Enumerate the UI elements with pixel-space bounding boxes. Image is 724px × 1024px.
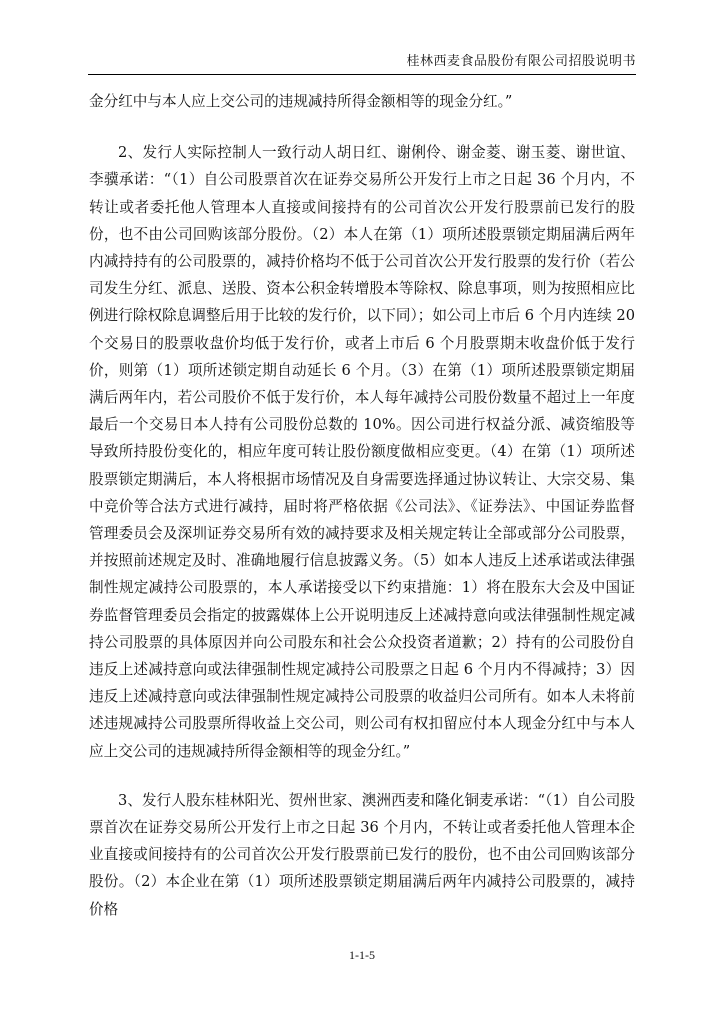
- header-title: 桂林西麦食品股份有限公司招股说明书: [406, 54, 636, 69]
- page-body: [89, 88, 635, 923]
- paragraph-commitment-3: 3、发行人股东桂林阳光、贺州世家、澳洲西麦和隆化铜麦承诺：“（1）自公司股票首次在证券交易所公开发行上市之日起 36 个月内，不转让或者委托他人管理本企业直接或间接持有的公司首次公开发行股票前已发行的股份，也不由公司回购该部分股份。（2）本企业在第（1）项所述股票锁定期届满后两年内减持公司股票的，减持价格: [89, 791, 635, 918]
- paragraph-continuation: 金分红中与本人应上交公司的违规减持所得金额相等的现金分红。”: [89, 93, 513, 110]
- page-header: [88, 48, 636, 75]
- page-number: 1-1-5: [349, 948, 375, 962]
- paragraph-commitment-2: 2、发行人实际控制人一致行动人胡日红、谢俐伶、谢金菱、谢玉菱、谢世谊、李骥承诺：“（1）自公司股票首次在证券交易所公开发行上市之日起 36 个月内，不转让或者委托他人管理本人直接或间接持有的公司首次公开发行股票前已发行的股份，也不由公司回购该部分股份。（2）本人在第（1）项所述股票锁定期届满后两年内减持持有的公司股票的，减持价格均不低于公司首次公开发行股票的发行价（若公司发生分红、派息、送股、资本公积金转增股本等除权、除息事项，则为按照相应比例进行除权除息调整后用于比较的发行价，以下同）；如公司上市后 6 个月内连续 20 个交易日的股票收盘价均低于发行价，或者上市后 6 个月股票期末收盘价低于发行价，则第（1）项所述锁定期自动延长 6 个月。（3）在第（1）项所述股票锁定期届满后两年内，若公司股价不低于发行价，本人每年减持公司股份数量不超过上一年度最后一个交易日本人持有公司股份总数的 10%。因公司进行权益分派、减资缩股等导致所持股份变化的，相应年度可转让股份额度做相应变更。（4）在第（1）项所述股票锁定期满后，本人将根据市场情况及自身需要选择通过协议转让、大宗交易、集中竞价等合法方式进行减持，届时将严格依据《公司法》、《证券法》、中国证券监督管理委员会及深圳证券交易所有效的减持要求及相关规定转让全部或部分公司股票，并按照前述规定及时、准确地履行信息披露义务。（5）如本人违反上述承诺或法律强制性规定减持公司股票的，本人承诺接受以下约束措施：1）将在股东大会及中国证券监督管理委员会指定的披露媒体上公开说明违反上述减持意向或法律强制性规定减持公司股票的具体原因并向公司股东和社会公众投资者道歉；2）持有的公司股份自违反上述减持意向或法律强制性规定减持公司股票之日起 6 个月内不得减持；3）因违反上述减持意向或法律强制性规定减持公司股票的收益归公司所有。如本人未将前述违规减持公司股票所得收益上交公司，则公司有权扣留应付本人现金分红中与本人应上交公司的违规减持所得金额相等的现金分红。”: [89, 144, 635, 760]
